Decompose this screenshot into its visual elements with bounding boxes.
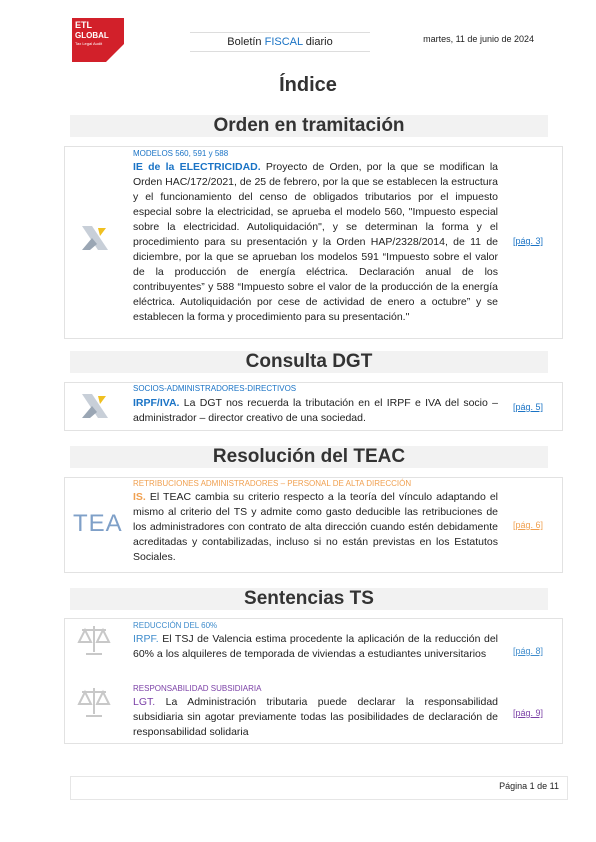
logo-line2: GLOBAL	[75, 31, 109, 40]
index-title: Índice	[279, 74, 337, 96]
scales-icon	[76, 622, 112, 658]
section-header-teac: Resolución del TEAC	[70, 446, 548, 468]
item-text	[133, 160, 498, 325]
item-body: El TSJ de Valencia estima procedente la aplicación de la reducción del 60% a los alquileres de temporada de viviendas a estudiantes universitarios	[133, 633, 499, 660]
item-category: SOCIOS-ADMINISTRADORES-DIRECTIVOS	[133, 384, 297, 393]
logo-line3: Tax Legal Audit	[75, 41, 103, 46]
page-reference-link[interactable]: [pág. 9]	[513, 708, 544, 718]
item-body: Proyecto de Orden, por la que se modifican la Orden HAC/172/2021, de 25 de febrero, por la que se establecen la estructura y el funcionamiento del censo de obligados tributarios por el impuesto especial sobre la electricidad, se aprueba el modelo 560, "Impuesto especial sobre la electricidad. Autoliquidación", y se determinan la forma y el procedimiento para su presentación y la Orden HAP/2328/2014, de 11 de diciembre, por la que se aprueban los modelos 591 “Impuesto sobre el valor de la producción de energía eléctrica. Declaración anual de los contribuyentes” y 588 “Impuesto sobre el valor de la producción de la energía eléctrica. Autoliquidación por cese de actividad de enero a octubre” y se establecen la forma y procedimiento para su presentación."	[133, 161, 498, 323]
item-text	[133, 490, 498, 565]
section-header-sentencias: Sentencias TS	[70, 588, 548, 610]
bulletin-suffix: diario	[305, 36, 333, 48]
page-reference-link[interactable]: [pág. 6]	[513, 520, 544, 530]
item-category: RESPONSABILIDAD SUBSIDIARIA	[133, 684, 262, 693]
page-reference-link[interactable]: [pág. 5]	[513, 402, 544, 412]
bulletin-title	[190, 32, 370, 52]
bulletin-fiscal: FISCAL	[264, 36, 303, 48]
section-header-orden: Orden en tramitación	[70, 115, 548, 137]
item-lead: LGT.	[133, 696, 156, 708]
item-body: La DGT nos recuerda la tributación en el IRPF e IVA del socio – administrador – director creativo de una sociedad.	[133, 397, 498, 424]
footer	[70, 776, 568, 800]
scales-icon	[76, 684, 112, 720]
page-reference-link[interactable]: [pág. 3]	[513, 236, 544, 246]
bulletin-prefix: Boletín	[227, 36, 262, 48]
item-text	[133, 695, 498, 740]
aeat-logo-icon	[78, 224, 112, 254]
tea-logo-icon: TEA	[73, 510, 123, 537]
logo-line1: ETL	[75, 20, 92, 30]
etl-global-logo	[72, 18, 124, 62]
item-lead: IE de la ELECTRICIDAD.	[133, 161, 261, 173]
item-category: MODELOS 560, 591 y 588	[133, 149, 229, 158]
item-text	[133, 396, 498, 426]
item-body: El TEAC cambia su criterio respecto a la teoría del vínculo adaptando el mismo al criterio del TS y admite como gasto deducible las retribuciones de los administradores con contrato de alta dirección cuando estén debidamente acreditadas y contabilizadas, incluso si no están previstas en los Estatutos Sociales.	[133, 491, 498, 563]
item-category: REDUCCIÓN DEL 60%	[133, 621, 218, 630]
aeat-logo-icon	[78, 392, 112, 422]
logo-cut-corner	[106, 44, 124, 62]
item-lead: IS.	[133, 491, 146, 503]
bulletin-date: martes, 11 de junio de 2024	[423, 34, 534, 44]
page-reference-link[interactable]: [pág. 8]	[513, 646, 544, 656]
item-lead: IRPF/IVA.	[133, 397, 180, 409]
item-text	[133, 632, 498, 662]
item-lead: IRPF.	[133, 633, 159, 645]
page-number: Página 1 de 11	[499, 781, 559, 791]
item-category: RETRIBUCIONES ADMINISTRADORES – PERSONAL DE ALTA DIRECCIÓN	[133, 479, 412, 488]
section-header-consulta: Consulta DGT	[70, 351, 548, 373]
item-body: La Administración tributaria puede declarar la responsabilidad subsidiaria sin agotar previamente todas las posibilidades de declaración de responsabilidad solidaria	[133, 696, 498, 738]
